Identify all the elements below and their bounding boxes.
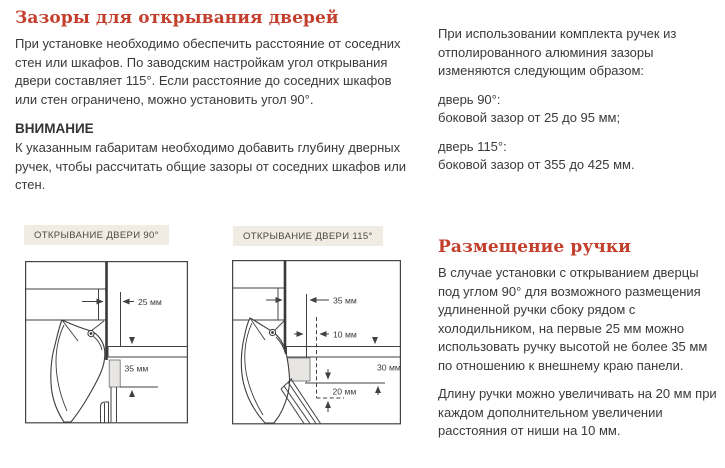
door-90-label: дверь 90°: bbox=[438, 91, 501, 107]
warning-text: К указанным габаритам необходимо добавить глубину дверных ручек, чтобы рассчитать общие зазоры от соседних шкафов или стен. bbox=[15, 140, 407, 192]
diagram-90-caption bbox=[24, 225, 169, 245]
handle-placement-section bbox=[438, 237, 722, 451]
diagram-115-figure bbox=[232, 260, 401, 425]
handle-placement-title: Размещение ручки bbox=[438, 237, 631, 257]
handle-placement-para1: В случае установки с открыванием дверцы под углом 90° для возможного размещения удлиненной ручки сбоку рядом с холодильником, на первые 25 мм можно использовать ручку высотой не более 35 мм по отношению к внешнему краю панели. bbox=[438, 265, 708, 373]
clearances-intro: При установке необходимо обеспечить расстояние от соседних стен или шкафов. По заводским настройкам угол открывания двери составляет 115°. Если расстояние до соседних шкафов или стен ограничено, можно установить угол 90°. bbox=[15, 36, 401, 107]
dim-20mm-label: 20 мм bbox=[332, 386, 357, 397]
handle-placement-para2: Длину ручки можно увеличивать на 20 мм при каждом дополнительном увеличении расстояния от ниши на 10 мм. bbox=[438, 386, 717, 438]
dim-30mm-label: 30 мм bbox=[377, 362, 401, 373]
diagram-115-caption bbox=[233, 226, 383, 246]
door-90-value: боковой зазор от 25 до 95 мм; bbox=[438, 110, 621, 125]
handle-zone bbox=[109, 360, 120, 387]
dim-10mm-label: 10 мм bbox=[333, 329, 357, 340]
dim-35mm-label: 35 мм bbox=[124, 363, 149, 374]
diagram-90-figure bbox=[25, 261, 188, 424]
handle-zone bbox=[287, 358, 310, 381]
door-115-gap-item bbox=[438, 138, 720, 175]
clearances-title: Зазоры для открывания дверей bbox=[15, 8, 339, 28]
warning-title: ВНИМАНИЕ bbox=[15, 121, 94, 136]
handle-gaps-section bbox=[438, 25, 720, 185]
door-90-gap-item bbox=[438, 91, 720, 128]
dim-25mm-label: 25 мм bbox=[138, 297, 162, 307]
clearances-section bbox=[15, 8, 413, 205]
door-115-label: дверь 115°: bbox=[438, 138, 507, 154]
diagram-90-caption-text: ОТКРЫВАНИЕ ДВЕРИ 90° bbox=[34, 230, 159, 241]
dim-35mm-label: 35 мм bbox=[333, 295, 357, 306]
door-115-value: боковой зазор от 355 до 425 мм. bbox=[438, 157, 635, 172]
diagram-115-caption-text: ОТКРЫВАНИЕ ДВЕРИ 115° bbox=[243, 231, 373, 242]
handle-gaps-intro: При использовании комплекта ручек из отполированного алюминия зазоры изменяются следующим образом: bbox=[438, 26, 677, 78]
